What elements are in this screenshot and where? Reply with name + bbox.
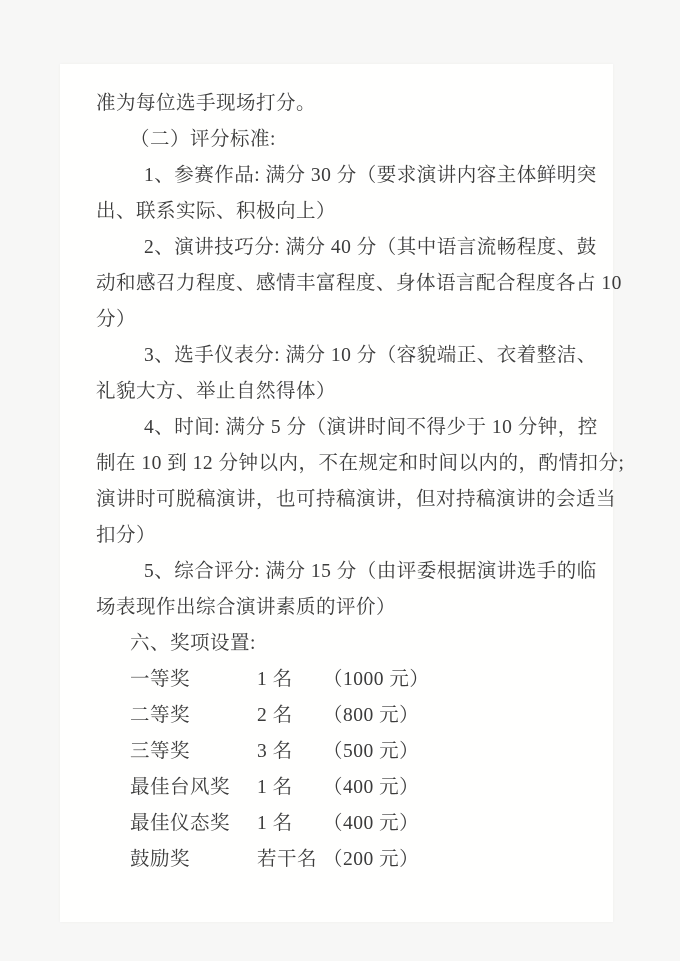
award-count: 2 名 (257, 705, 293, 726)
text-line: 演讲时可脱稿演讲，也可持稿演讲，但对持稿演讲的会适当 (96, 489, 617, 510)
text-line: 礼貌大方、举止自然得体） (96, 381, 337, 402)
text-line: 分） (96, 309, 137, 330)
award-name: 三等奖 (130, 741, 191, 762)
text-line: 准为每位选手现场打分。 (96, 93, 317, 114)
award-prize: （200 元） (323, 849, 420, 870)
award-name: 最佳仪态奖 (130, 813, 231, 834)
award-prize: （500 元） (323, 741, 420, 762)
award-row-first-prize (96, 662, 587, 698)
text-line: 制在 10 到 12 分钟以内，不在规定和时间以内的，酌情扣分; (96, 453, 625, 474)
award-prize: （400 元） (323, 777, 420, 798)
text-line-item-1: 1、参赛作品: 满分 30 分（要求演讲内容主体鲜明突 (144, 165, 597, 186)
document-body (96, 86, 625, 878)
text-line-item-3: 3、选手仪表分: 满分 10 分（容貌端正、衣着整洁、 (144, 345, 597, 366)
award-count: 1 名 (257, 813, 293, 834)
award-row-best-stage-presence (96, 770, 587, 806)
text-line: 动和感召力程度、感情丰富程度、身体语言配合程度各占 10 (96, 273, 622, 294)
award-row-best-demeanor (96, 806, 587, 842)
award-row-encouragement-prize (96, 842, 587, 878)
section-heading-awards: 六、奖项设置: (130, 633, 256, 654)
text-line: 扣分） (96, 525, 157, 546)
award-prize: （400 元） (323, 813, 420, 834)
award-name: 二等奖 (130, 705, 191, 726)
award-name: 最佳台风奖 (130, 777, 231, 798)
text-line: 出、联系实际、积极向上） (96, 201, 337, 222)
award-name: 鼓励奖 (130, 849, 191, 870)
award-name: 一等奖 (130, 669, 191, 690)
text-line: 场表现作出综合演讲素质的评价） (96, 597, 397, 618)
award-count: 若干名 (257, 849, 318, 870)
award-row-third-prize (96, 734, 587, 770)
award-prize: （800 元） (323, 705, 420, 726)
award-row-second-prize (96, 698, 587, 734)
award-count: 1 名 (257, 777, 293, 798)
text-line-item-4: 4、时间: 满分 5 分（演讲时间不得少于 10 分钟，控 (144, 417, 598, 438)
award-prize: （1000 元） (323, 669, 430, 690)
award-count: 1 名 (257, 669, 293, 690)
text-line-item-2: 2、演讲技巧分: 满分 40 分（其中语言流畅程度、鼓 (144, 237, 597, 258)
award-count: 3 名 (257, 741, 293, 762)
text-line-item-5: 5、综合评分: 满分 15 分（由评委根据演讲选手的临 (144, 561, 597, 582)
section-heading-scoring-criteria: （二）评分标准: (130, 129, 276, 150)
document-page (60, 64, 625, 922)
